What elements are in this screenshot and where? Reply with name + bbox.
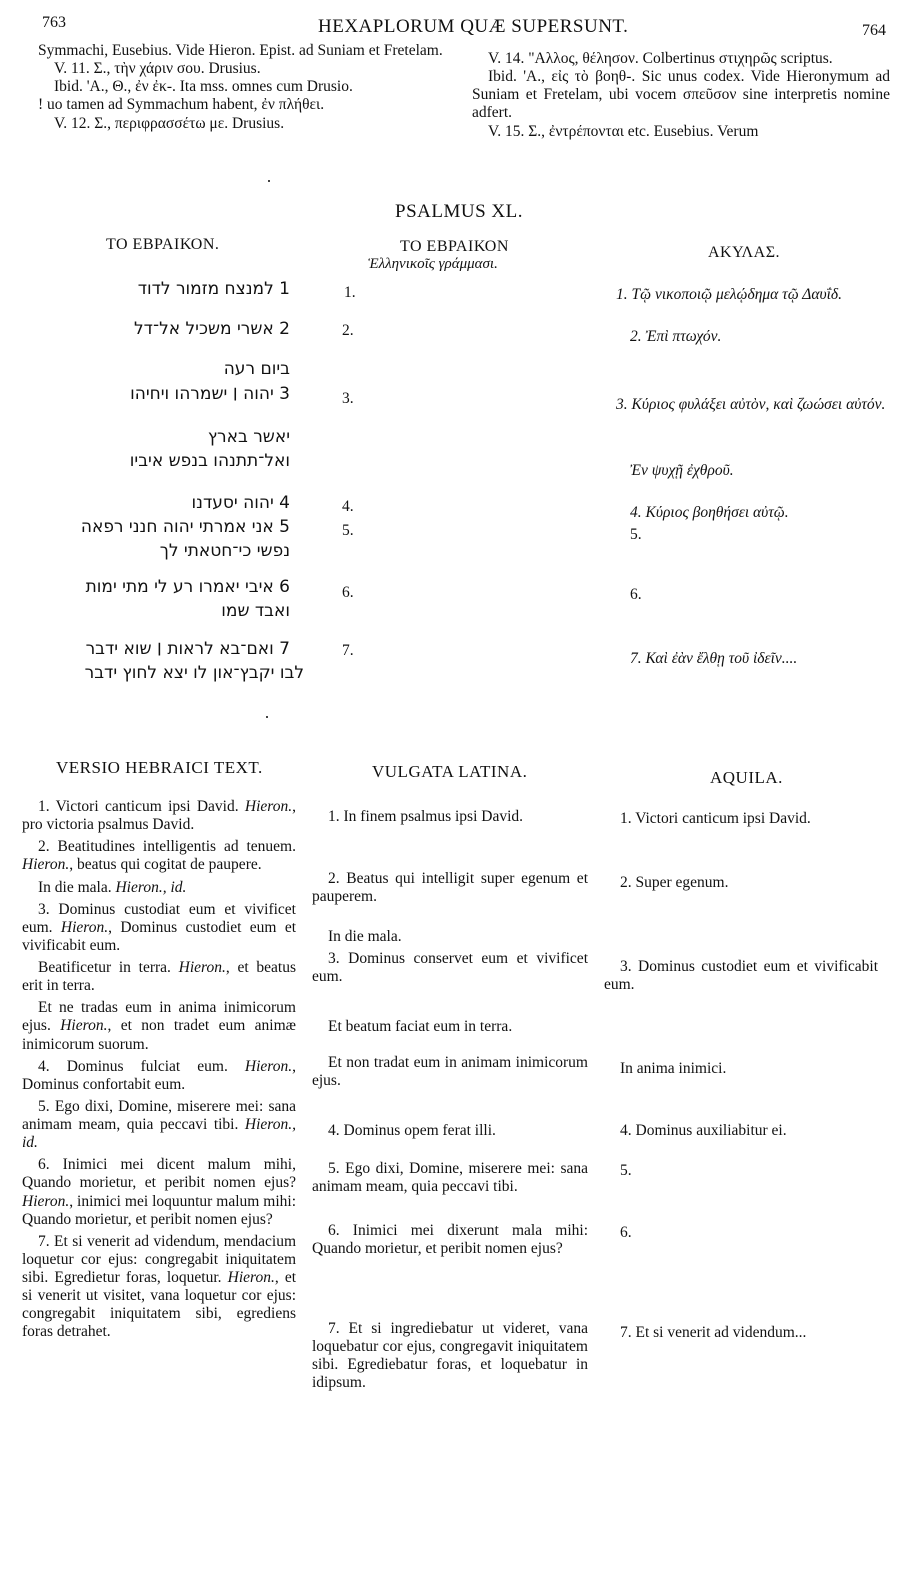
versio-verse: Beatificetur in terra. Hieron., et beatus erit in terra.	[22, 959, 296, 995]
separator-dot	[266, 716, 268, 718]
versio-verse: 7. Et si venerit ad videndum, mendacium loquetur cor ejus: congregabit iniquitatem sibi. Egredietur foras, loquetur. Hieron., et si venerit ut visitet, vana loquetur cor ejus: congregabit iniquitatem sibi, egrediens foras detrahet.	[22, 1232, 297, 1341]
versio-verse: 2. Beatitudines intelligentis ad tenuem. Hieron., beatus qui cogitat de paupere.	[22, 838, 296, 874]
hebrew-line: נפשי כי־חטאתי לך	[159, 541, 290, 561]
aquila-latin-verse: 5.	[620, 1162, 632, 1179]
aquila-greek-verse: 4. Κύριος βοηθήσει αὐτῷ.	[630, 504, 789, 521]
hebrew-line: 7 ואם־בא לראות ׀ שוא ידבר	[85, 639, 290, 659]
aquila-latin-verse: 1. Victori canticum ipsi David.	[620, 810, 811, 827]
aquila-latin-verse: In anima inimici.	[620, 1060, 727, 1077]
vulgata-verse: 2. Beatus qui intelligit super egenum et pauperem.	[312, 870, 588, 906]
aquila-greek-verse: 6.	[630, 586, 642, 603]
verse-number: 5.	[342, 522, 354, 539]
vulgata-verse: 1. In finem psalmus ipsi David.	[328, 808, 524, 825]
vulgata-verse: 3. Dominus conservet eum et vivificet eum.	[312, 950, 588, 986]
note: V. 15. Σ., ἐντρέπονται etc. Eusebius. Verum	[488, 122, 759, 140]
heading-vulgata: VULGATA LATINA.	[372, 762, 528, 781]
versio-verse: 3. Dominus custodiat eum et vivificet eum. Hieron., Dominus custodiet eum et vivificabit eum.	[22, 900, 297, 954]
verse-number: 2.	[342, 322, 354, 339]
aquila-greek-verse: Ἐν ψυχῇ ἐχθροῦ.	[630, 462, 734, 479]
note: Ibid. 'A., εἰς τὸ βοηθ-. Sic unus codex. Vide Hieronymum ad Suniam et Fretelam, ubi vocem σπεῦσον sine interpretis nomine adfert.	[472, 68, 890, 122]
hebrew-line: לבו יקבץ־און לו יצא לחוץ ידבר	[84, 663, 304, 683]
vulgata-verse: In die mala.	[328, 928, 402, 945]
versio-verse: 4. Dominus fulciat eum. Hieron., Dominus confortabit eum.	[22, 1057, 296, 1093]
aquila-greek-verse: 2. Ἐπὶ πτωχόν.	[630, 328, 722, 345]
hebrew-line: ביום רעה	[223, 359, 290, 379]
hebrew-line: 6 איבי יאמרו רע לי מתי ימות	[85, 577, 290, 597]
versio-verse: 5. Ego dixi, Domine, miserere mei: sana animam meam, quia peccavi tibi. Hieron., id.	[22, 1097, 296, 1152]
heading-aquila-latin: AQUILA.	[710, 768, 783, 787]
aquila-greek-verse: 3. Κύριος φυλάξει αὐτὸν, καὶ ζωώσει αὐτόν.	[616, 396, 886, 413]
hebrew-line: ואבד שמו	[221, 601, 290, 621]
heading-versio: VERSIO HEBRAICI TEXT.	[56, 758, 263, 777]
aquila-greek-verse: 1. Τῷ νικοποιῷ μελῴδημα τῷ Δαυΐδ.	[616, 286, 843, 303]
hebrew-line: ואל־תתנהו בנפש איביו	[129, 451, 290, 471]
vulgata-verse: 4. Dominus opem ferat illi.	[328, 1122, 496, 1139]
note: V. 12. Σ., περιφρασσέτω με. Drusius.	[54, 114, 285, 132]
hebrew-line: יאשר בארץ	[207, 427, 290, 447]
page-number-right: 764	[862, 22, 886, 39]
aquila-greek-verse: 7. Καὶ ἐὰν ἔλθῃ τοῦ ἰδεῖν....	[630, 650, 798, 667]
aquila-latin-verse: 2. Super egenum.	[620, 874, 729, 891]
vulgata-verse: Et non tradat eum in animam inimicorum ejus.	[312, 1054, 588, 1090]
versio-verse: In die mala. Hieron., id.	[38, 878, 187, 896]
heading-hebrew-greek-sub: Ἑλληνικοῖς γράμμασι.	[368, 256, 498, 272]
vulgata-verse: 7. Et si ingrediebatur ut videret, vana loquebatur cor ejus, congregavit iniquitatem sibi. Egrediebatur foras, et loquebatur in idipsum.	[312, 1320, 588, 1392]
heading-aquila-greek: ΑΚΥΛΑΣ.	[708, 244, 781, 261]
verse-number: 7.	[342, 642, 354, 659]
versio-verse: 1. Victori canticum ipsi David. Hieron., pro victoria psalmus David.	[22, 798, 296, 834]
note: Symmachi, Eusebius. Vide Hieron. Epist. ad Suniam et Fretelam.	[38, 42, 443, 59]
note: Ibid. 'A., Θ., ἐν ἐκ-. Ita mss. omnes cum Drusio.	[54, 78, 353, 96]
notes-right	[472, 50, 890, 141]
vulgata-verse: 6. Inimici mei dixerunt mala mihi: Quando morietur, et peribit nomen ejus?	[312, 1222, 588, 1258]
verse-number: 4.	[342, 498, 354, 515]
aquila-latin-verse: 6.	[620, 1224, 632, 1241]
versio-column	[22, 798, 296, 1346]
vulgata-verse: 5. Ego dixi, Domine, miserere mei: sana animam meam, quia peccavi tibi.	[312, 1160, 588, 1196]
versio-verse: Et ne tradas eum in anima inimicorum ejus. Hieron., et non tradet eum animæ inimicorum suorum.	[22, 999, 296, 1053]
versio-verse: 6. Inimici mei dicent malum mihi, Quando morietur, et peribit nomen ejus? Hieron., inimici mei loquuntur malum mihi: Quando morietur, et peribit nomen ejus?	[22, 1156, 296, 1228]
heading-hebrew-greek: ΤΟ ΕΒΡΑΙΚΟΝ	[400, 238, 509, 255]
note: V. 14. "Αλλος, θέλησον. Colbertinus στιχηρῶς scriptus.	[488, 50, 833, 67]
page-number-left: 763	[42, 14, 66, 31]
hebrew-line: 3 יהוה ׀ ישמרהו ויחיהו	[130, 384, 290, 404]
verse-number: 3.	[342, 390, 354, 407]
vulgata-verse: Et beatum faciat eum in terra.	[328, 1018, 513, 1035]
note: V. 11. Σ., τὴν χάριν σου. Drusius.	[54, 60, 261, 78]
heading-hebrew: ΤΟ ΕΒΡΑΙΚΟΝ.	[106, 236, 220, 253]
note: ! uo tamen ad Symmachum habent, ἐν πλήθει.	[38, 96, 325, 114]
aquila-latin-verse: 3. Dominus custodiet eum et vivificabit eum.	[604, 958, 878, 994]
separator-dot	[268, 180, 270, 182]
running-title: HEXAPLORUM QUÆ SUPERSUNT.	[318, 16, 629, 37]
verse-number: 6.	[342, 584, 354, 601]
hebrew-line: 5 אני אמרתי יהוה חנני רפאה	[80, 517, 290, 537]
hebrew-line: 4 יהוה יסעדנו	[191, 493, 290, 513]
aquila-latin-verse: 4. Dominus auxiliabitur ei.	[620, 1122, 787, 1139]
hebrew-line: 2 אשרי משכיל אל־דל	[134, 319, 290, 339]
aquila-latin-verse: 7. Et si venerit ad videndum...	[620, 1324, 807, 1341]
notes-left	[38, 42, 450, 133]
verse-number: 1.	[344, 284, 356, 301]
psalm-title: PSALMUS XL.	[395, 201, 523, 222]
aquila-greek-verse: 5.	[630, 526, 642, 543]
hebrew-line: 1 למנצח מזמור לדוד	[137, 279, 290, 299]
